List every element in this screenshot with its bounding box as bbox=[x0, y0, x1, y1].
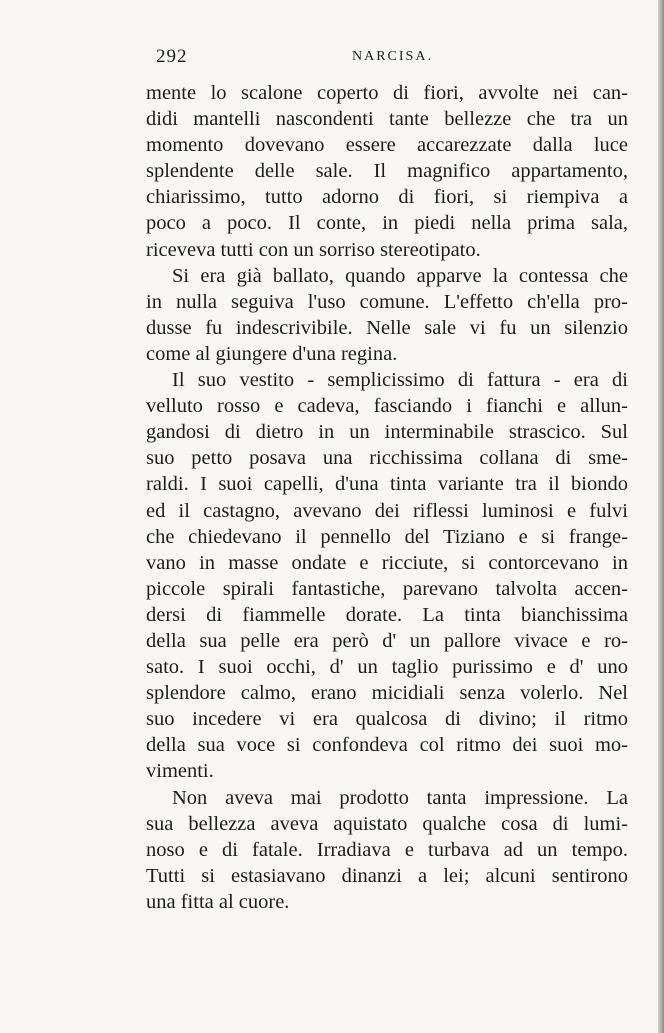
text-line: Il suo vestito - semplicissimo di fattura - era di bbox=[172, 369, 628, 392]
page-edge-shadow bbox=[658, 0, 664, 1033]
text-line: splendente delle sale. Il magnifico appartamento, bbox=[146, 160, 628, 183]
running-head bbox=[146, 46, 626, 70]
text-line: sua bellezza aveva aquistato qualche cosa di lumi- bbox=[146, 812, 628, 835]
text-line: suo incedere vi era qualcosa di divino; il ritmo bbox=[146, 708, 628, 731]
text-line: gandosi di dietro in un interminabile strascico. Sul bbox=[146, 421, 628, 444]
text-line: splendore calmo, erano micidiali senza volerlo. Nel bbox=[146, 682, 628, 705]
text-line: della sua pelle era però d' un pallore vivace e ro- bbox=[146, 629, 628, 652]
text-line: suo petto posava una ricchissima collana di sme- bbox=[146, 447, 628, 470]
text-line: momento dovevano essere accarezzate dalla luce bbox=[146, 134, 628, 157]
text-line: riceveva tutti con un sorriso stereotipato. bbox=[146, 238, 481, 261]
text-line: una fitta al cuore. bbox=[146, 890, 290, 913]
text-line: ed il castagno, avevano dei riflessi luminosi e fulvi bbox=[146, 499, 628, 522]
text-line: chiarissimo, tutto adorno di fiori, si riempiva a bbox=[146, 186, 628, 209]
text-line: didi mantelli nascondenti tante bellezze che tra un bbox=[146, 108, 628, 131]
text-line: vano in masse ondate e ricciute, si contorcevano in bbox=[146, 551, 628, 574]
text-line: sato. I suoi occhi, d' un taglio purissimo e d' uno bbox=[146, 656, 628, 679]
text-line: come al giungere d'una regina. bbox=[146, 342, 398, 365]
page-number: 292 bbox=[156, 46, 188, 67]
text-line: Tutti si estasiavano dinanzi a lei; alcuni sentirono bbox=[146, 864, 628, 887]
text-line: Si era già ballato, quando apparve la contessa che bbox=[172, 264, 628, 287]
running-title: NARCISA. bbox=[352, 49, 433, 64]
text-line: dusse fu indescrivibile. Nelle sale vi fu un silenzio bbox=[146, 316, 628, 339]
paragraph bbox=[146, 367, 628, 785]
paragraph bbox=[146, 80, 628, 263]
text-line: poco a poco. Il conte, in piedi nella prima sala, bbox=[146, 212, 628, 235]
text-line: mente lo scalone coperto di fiori, avvolte nei can- bbox=[146, 82, 628, 104]
text-line: noso e di fatale. Irradiava e turbava ad un tempo. bbox=[146, 838, 628, 861]
text-line: Non aveva mai prodotto tanta impressione. La bbox=[172, 786, 628, 809]
paragraph bbox=[146, 263, 628, 367]
text-line: della sua voce si confondeva col ritmo dei suoi mo- bbox=[146, 734, 628, 757]
text-line: dersi di fiammelle dorate. La tinta bianchissima bbox=[146, 603, 628, 626]
text-line: raldi. I suoi capelli, d'una tinta variante tra il biondo bbox=[146, 473, 628, 496]
body-text bbox=[146, 80, 628, 915]
paragraph bbox=[146, 785, 628, 915]
text-line: vimenti. bbox=[146, 760, 214, 783]
text-line: piccole spirali fantastiche, parevano talvolta accen- bbox=[146, 577, 628, 600]
text-line: che chiedevano il pennello del Tiziano e si frange- bbox=[146, 525, 628, 548]
text-line: velluto rosso e cadeva, fasciando i fianchi e allun- bbox=[146, 395, 628, 418]
text-line: in nulla seguiva l'uso comune. L'effetto ch'ella pro- bbox=[146, 290, 628, 313]
